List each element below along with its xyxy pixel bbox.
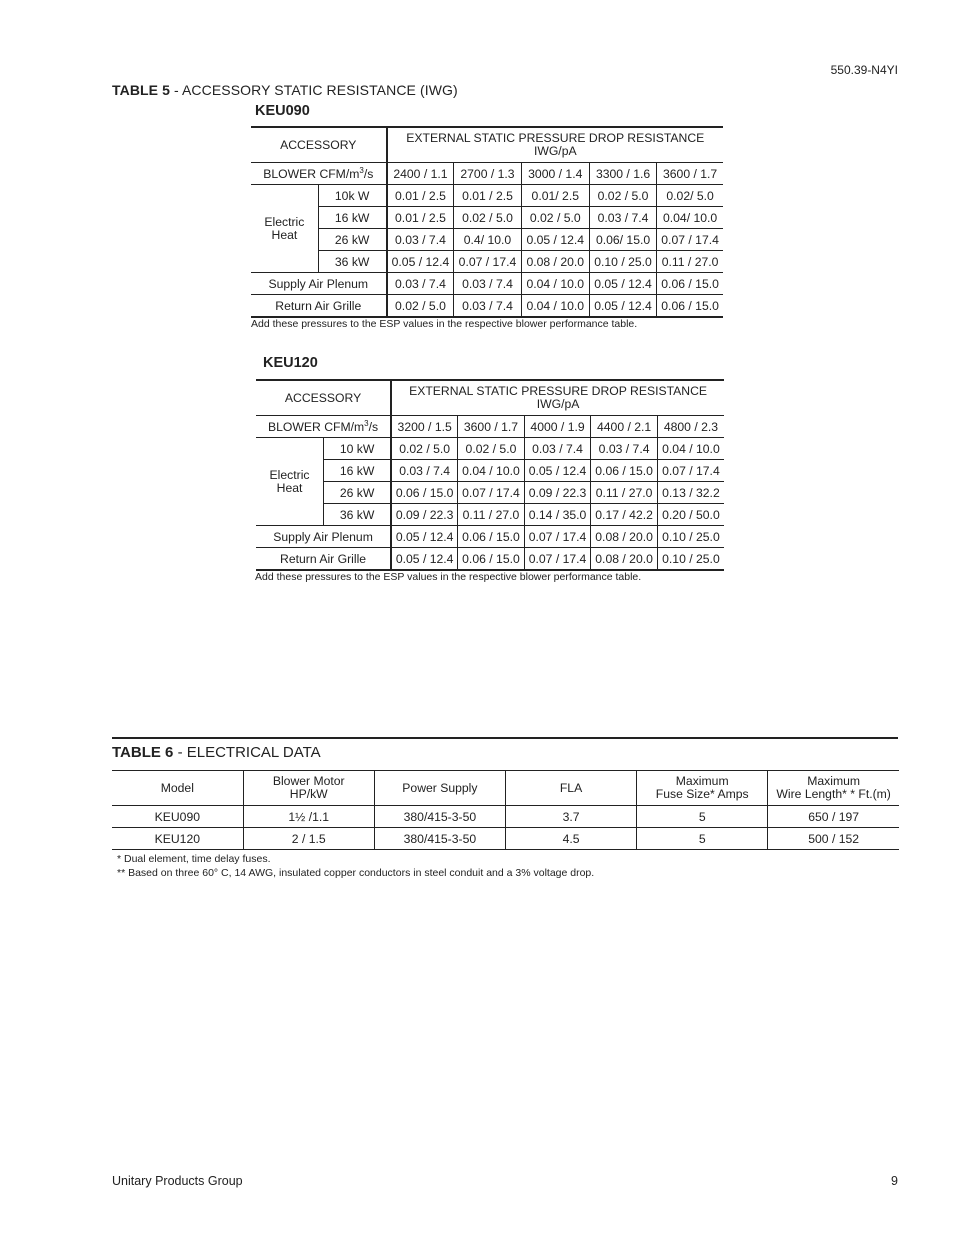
resistance-value: 0.05 / 12.4 (524, 460, 591, 482)
footnote-fuses: * Dual element, time delay fuses. (117, 853, 271, 865)
keu120-table (256, 379, 724, 571)
cfm-value: 3600 / 1.7 (657, 163, 723, 185)
esp-header-line2: IWG/pA (536, 397, 580, 411)
resistance-value: 0.06 / 15.0 (458, 548, 525, 571)
esp-header (387, 127, 723, 163)
resistance-value: 0.03 / 7.4 (589, 207, 656, 229)
resistance-value: 0.06 / 15.0 (591, 460, 658, 482)
resistance-value: 0.07 / 17.4 (454, 251, 521, 273)
resistance-value: 0.03 / 7.4 (591, 438, 658, 460)
blower-label-sup: 3 (364, 418, 369, 428)
elec-cell: 5 (637, 806, 768, 828)
table6-label: TABLE 6 (112, 744, 174, 761)
resistance-value: 0.07 / 17.4 (657, 229, 723, 251)
keu090-note: Add these pressures to the ESP values in the respective blower performance table. (251, 318, 638, 330)
resistance-value: 0.07 / 17.4 (458, 482, 525, 504)
resistance-value: 0.13 / 32.2 (657, 482, 724, 504)
cfm-value: 3200 / 1.5 (391, 416, 458, 438)
resistance-value: 0.10 / 25.0 (657, 548, 724, 571)
resistance-value: 0.04 / 10.0 (521, 273, 589, 295)
esp-header-line1: EXTERNAL STATIC PRESSURE DROP RESISTANCE (406, 131, 705, 145)
resistance-value: 0.05 / 12.4 (391, 548, 458, 571)
resistance-value: 0.4/ 10.0 (454, 229, 521, 251)
resistance-value: 0.10 / 25.0 (657, 526, 724, 548)
table-row (112, 806, 899, 828)
elec-header-line: HP/kW (289, 787, 328, 801)
resistance-value: 0.05 / 12.4 (589, 295, 656, 318)
keu120-note: Add these pressures to the ESP values in the respective blower performance table. (255, 571, 642, 583)
accessory-row-label: Return Air Grille (256, 548, 391, 571)
table6-title-text: - ELECTRICAL DATA (173, 744, 321, 761)
resistance-value: 0.04 / 10.0 (458, 460, 525, 482)
resistance-value: 0.04 / 10.0 (521, 295, 589, 318)
electric-heat-line1: Electric (269, 467, 310, 482)
resistance-value: 0.06 / 15.0 (458, 526, 525, 548)
cfm-value: 4400 / 2.1 (591, 416, 658, 438)
accessory-row-label: Return Air Grille (251, 295, 387, 318)
resistance-value: 0.02/ 5.0 (657, 185, 723, 207)
table5-label: TABLE 5 (112, 82, 170, 98)
elec-header-cell (505, 771, 636, 806)
resistance-value: 0.09 / 22.3 (524, 482, 591, 504)
table6-title (112, 744, 321, 761)
cfm-value: 4000 / 1.9 (524, 416, 591, 438)
resistance-value: 0.06/ 15.0 (589, 229, 656, 251)
table5-title (112, 82, 458, 98)
keu120-title: KEU120 (263, 355, 318, 371)
elec-header-line: Maximum (675, 774, 729, 788)
cfm-value: 4800 / 2.3 (657, 416, 724, 438)
electric-heat-label (251, 185, 318, 273)
resistance-value: 0.02 / 5.0 (458, 438, 525, 460)
resistance-value: 0.08 / 20.0 (591, 548, 658, 571)
blower-label-suffix: /s (363, 167, 374, 182)
blower-label-text: BLOWER CFM/m (263, 167, 360, 182)
resistance-value: 0.02 / 5.0 (391, 438, 458, 460)
electric-heat-label (256, 438, 324, 526)
resistance-value: 0.01/ 2.5 (521, 185, 589, 207)
resistance-value: 0.11 / 27.0 (657, 251, 723, 273)
electric-heat-line2: Heat (276, 480, 303, 495)
resistance-value: 0.07 / 17.4 (657, 460, 724, 482)
elec-header-cell (637, 771, 768, 806)
elec-cell: 4.5 (505, 828, 636, 850)
elec-header-line: Blower Motor (272, 774, 345, 788)
heater-kw: 36 kW (324, 504, 392, 526)
elec-header-line: Maximum (807, 774, 861, 788)
resistance-value: 0.07 / 17.4 (524, 526, 591, 548)
resistance-value: 0.03 / 7.4 (387, 273, 454, 295)
resistance-value: 0.14 / 35.0 (524, 504, 591, 526)
resistance-value: 0.03 / 7.4 (454, 295, 521, 318)
blower-label-suffix: /s (368, 420, 379, 435)
accessory-header: ACCESSORY (251, 127, 387, 163)
elec-cell: 2 / 1.5 (243, 828, 374, 850)
resistance-value: 0.03 / 7.4 (391, 460, 458, 482)
blower-cfm-label (251, 163, 387, 185)
elec-cell: 380/415-3-50 (374, 828, 505, 850)
resistance-value: 0.01 / 2.5 (387, 185, 454, 207)
accessory-header: ACCESSORY (256, 380, 391, 416)
elec-cell: KEU120 (112, 828, 243, 850)
table6-rule (112, 737, 898, 739)
cfm-value: 2700 / 1.3 (454, 163, 521, 185)
resistance-value: 0.05 / 12.4 (589, 273, 656, 295)
resistance-value: 0.05 / 12.4 (387, 251, 454, 273)
page-number: 9 (891, 1174, 898, 1188)
keu090-table (251, 126, 723, 318)
elec-header-cell (768, 771, 899, 806)
elec-header-line: Model (160, 780, 194, 795)
cfm-value: 2400 / 1.1 (387, 163, 454, 185)
resistance-value: 0.09 / 22.3 (391, 504, 458, 526)
blower-cfm-label (256, 416, 391, 438)
table5-title-text: - ACCESSORY STATIC RESISTANCE (IWG) (170, 82, 458, 98)
resistance-value: 0.06 / 15.0 (391, 482, 458, 504)
electrical-data-table (112, 770, 899, 850)
elec-cell: 3.7 (505, 806, 636, 828)
accessory-row-label: Supply Air Plenum (251, 273, 387, 295)
footnote-wire: ** Based on three 60° C, 14 AWG, insulated copper conductors in steel conduit and a 3% voltage drop. (117, 867, 595, 879)
esp-header-line2: IWG/pA (533, 144, 577, 158)
elec-cell: 5 (637, 828, 768, 850)
resistance-value: 0.08 / 20.0 (521, 251, 589, 273)
heater-kw: 26 kW (324, 482, 392, 504)
elec-header-line: Wire Length* * Ft.(m) (776, 787, 891, 801)
heater-kw: 16 kW (324, 460, 392, 482)
cfm-value: 3300 / 1.6 (589, 163, 656, 185)
resistance-value: 0.11 / 27.0 (591, 482, 658, 504)
resistance-value: 0.06 / 15.0 (657, 273, 723, 295)
electric-heat-line2: Heat (271, 227, 298, 242)
resistance-value: 0.02 / 5.0 (589, 185, 656, 207)
resistance-value: 0.11 / 27.0 (458, 504, 525, 526)
resistance-value: 0.03 / 7.4 (454, 273, 521, 295)
heater-kw: 10 kW (324, 438, 392, 460)
resistance-value: 0.04 / 10.0 (657, 438, 724, 460)
footer-company: Unitary Products Group (112, 1174, 243, 1188)
cfm-value: 3600 / 1.7 (458, 416, 525, 438)
elec-cell: 500 / 152 (768, 828, 899, 850)
elec-header-line: Power Supply (402, 780, 478, 795)
heater-kw: 26 kW (318, 229, 386, 251)
resistance-value: 0.04/ 10.0 (657, 207, 723, 229)
elec-header-line: Fuse Size* Amps (655, 787, 749, 801)
accessory-row-label: Supply Air Plenum (256, 526, 391, 548)
elec-header-line: FLA (559, 780, 583, 795)
resistance-value: 0.05 / 12.4 (521, 229, 589, 251)
elec-header-cell (243, 771, 374, 806)
resistance-value: 0.17 / 42.2 (591, 504, 658, 526)
elec-header-cell (374, 771, 505, 806)
heater-kw: 16 kW (318, 207, 386, 229)
esp-header-line1: EXTERNAL STATIC PRESSURE DROP RESISTANCE (409, 384, 708, 398)
heater-kw: 10k W (318, 185, 386, 207)
blower-label-text: BLOWER CFM/m (268, 420, 365, 435)
resistance-value: 0.10 / 25.0 (589, 251, 656, 273)
heater-kw: 36 kW (318, 251, 386, 273)
resistance-value: 0.06 / 15.0 (657, 295, 723, 318)
elec-cell: 380/415-3-50 (374, 806, 505, 828)
electric-heat-line1: Electric (264, 214, 305, 229)
elec-cell: 1½ /1.1 (243, 806, 374, 828)
elec-cell: 650 / 197 (768, 806, 899, 828)
resistance-value: 0.20 / 50.0 (657, 504, 724, 526)
elec-header-cell (112, 771, 243, 806)
resistance-value: 0.05 / 12.4 (391, 526, 458, 548)
resistance-value: 0.03 / 7.4 (524, 438, 591, 460)
esp-header (391, 380, 724, 416)
resistance-value: 0.08 / 20.0 (591, 526, 658, 548)
elec-cell: KEU090 (112, 806, 243, 828)
document-id: 550.39-N4YI (830, 63, 898, 77)
resistance-value: 0.07 / 17.4 (524, 548, 591, 571)
resistance-value: 0.03 / 7.4 (387, 229, 454, 251)
resistance-value: 0.02 / 5.0 (521, 207, 589, 229)
resistance-value: 0.01 / 2.5 (387, 207, 454, 229)
resistance-value: 0.02 / 5.0 (454, 207, 521, 229)
blower-label-sup: 3 (359, 165, 364, 175)
resistance-value: 0.02 / 5.0 (387, 295, 454, 318)
table-row (112, 828, 899, 850)
cfm-value: 3000 / 1.4 (521, 163, 589, 185)
resistance-value: 0.01 / 2.5 (454, 185, 521, 207)
keu090-title: KEU090 (255, 103, 310, 119)
